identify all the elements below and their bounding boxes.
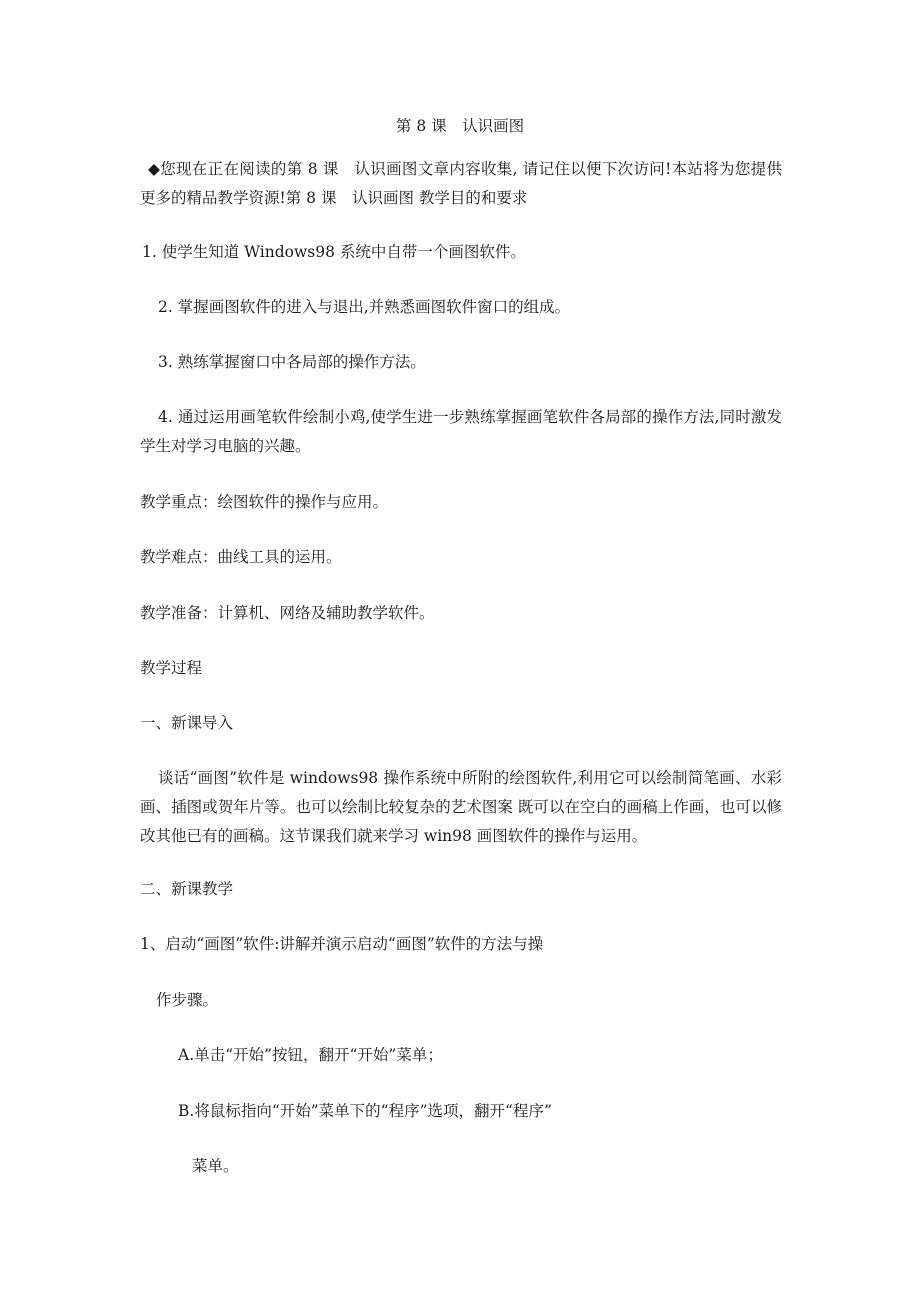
step-a: A.单击“开始”按钮，翻开“开始”菜单；	[178, 1046, 443, 1064]
process-heading: 教学过程	[140, 659, 203, 677]
step1-line2: 作步骤。	[156, 991, 219, 1009]
objective-2: 2. 掌握画图软件的进入与退出,并熟悉画图软件窗口的组成。	[158, 298, 571, 316]
objective-3: 3. 熟练掌握窗口中各局部的操作方法。	[158, 353, 426, 371]
objective-4: 4. 通过运用画笔软件绘制小鸡,使学生进一步熟练掌握画笔软件各局部的操作方法,同时激发学生对学习电脑的兴趣。	[140, 408, 782, 455]
intro-paragraph: ◆您现在正在阅读的第 8 课 认识画图文章内容收集, 请记住以便下次访问!本站将为您提供更多的精品教学资源!第 8 课 认识画图 教学目的和要求	[140, 160, 782, 207]
section1-heading: 一、新课导入	[140, 714, 234, 732]
objective-1: 1. 使学生知道 Windows98 系统中自带一个画图软件。	[142, 243, 526, 261]
step1-line1: 1、启动“画图”软件:讲解并演示启动“画图”软件的方法与操	[140, 935, 544, 953]
key-point: 教学重点：绘图软件的操作与应用。	[140, 493, 389, 511]
difficult-point: 教学难点：曲线工具的运用。	[140, 548, 342, 566]
preparation: 教学准备：计算机、网络及辅助教学软件。	[140, 604, 435, 622]
section1-text: 谈话“画图”软件是 windows98 操作系统中所附的绘图软件,利用它可以绘制简笔画、水彩画、插图或贺年片等。也可以绘制比较复杂的艺术图案 既可以在空白的画稿上作画，也可以修改其他已有的画稿。这节课我们就来学习 win98 画图软件的操作与运用。	[140, 769, 782, 845]
section2-heading: 二、新课教学	[140, 880, 234, 898]
step-b-line2: 菜单。	[192, 1157, 239, 1175]
page-title: 第 8 课 认识画图	[395, 117, 525, 135]
step-b-line1: B.将鼠标指向“开始”菜单下的“程序”选项，翻开“程序”	[178, 1102, 552, 1120]
